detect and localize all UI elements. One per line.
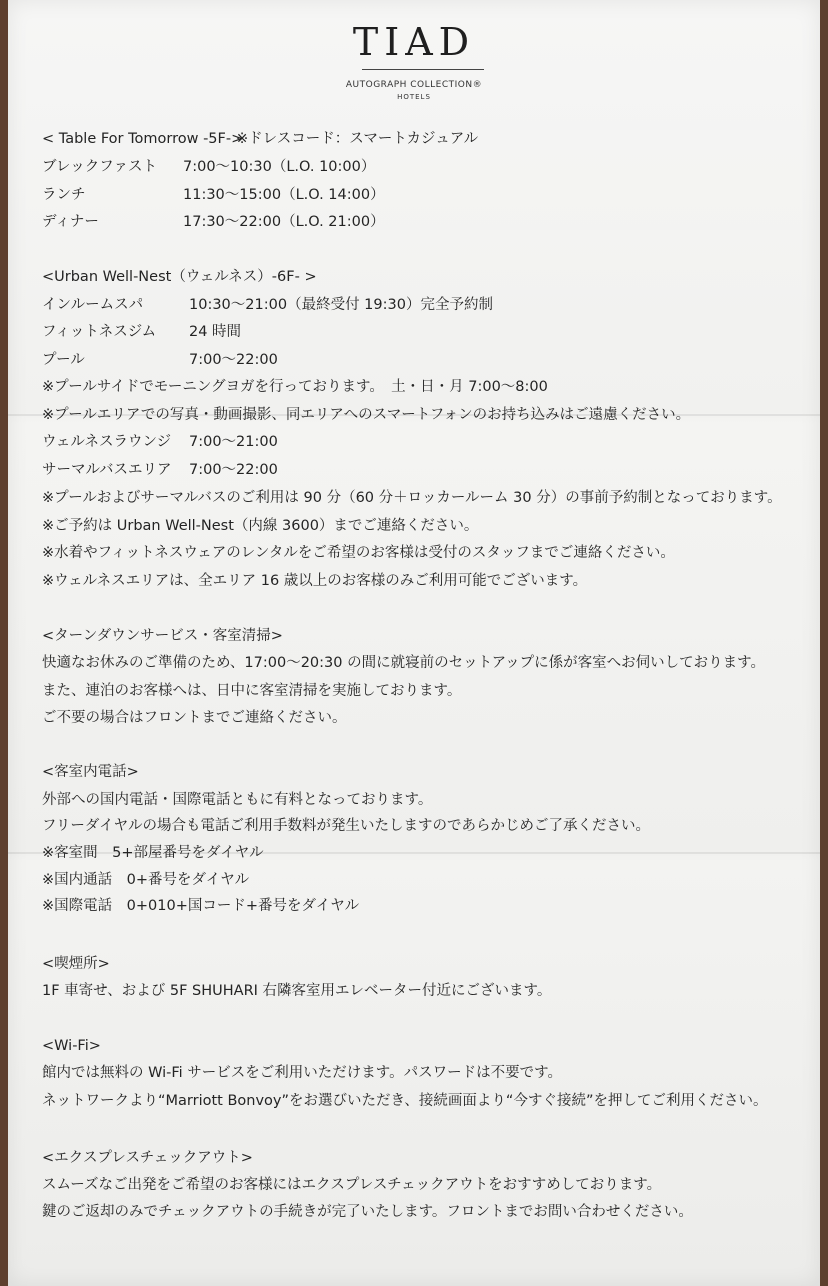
schedule-label: ディナー bbox=[42, 214, 99, 230]
brand-subtitle-hotels: HOTELS bbox=[397, 93, 431, 101]
schedule-time: 17:30～22:00（L.O. 21:00） bbox=[183, 214, 385, 230]
wellness-note: ※水着やフィットネスウェアのレンタルをご希望のお客様は受付のスタッフまでご連絡ください。 bbox=[42, 545, 675, 561]
schedule-label: ブレックファスト bbox=[42, 159, 157, 175]
schedule-time: 7:00～22:00 bbox=[189, 352, 278, 368]
section-heading-urban-well-nest: <Urban Well-Nest（ウェルネス）-6F- > bbox=[42, 269, 317, 285]
schedule-label: ランチ bbox=[42, 187, 86, 203]
phone-text: ※客室間 5+部屋番号をダイヤル bbox=[42, 845, 264, 861]
phone-text: ※国際電話 0+010+国コード+番号をダイヤル bbox=[42, 898, 360, 914]
phone-text: フリーダイヤルの場合も電話ご利用手数料が発生いたしますのであらかじめご了承ください。 bbox=[42, 818, 650, 834]
express-checkout-text: 鍵のご返却のみでチェックアウトの手続きが完了いたします。フロントまでお問い合わせください。 bbox=[42, 1204, 693, 1220]
express-checkout-text: スムーズなご出発をご希望のお客様にはエクスプレスチェックアウトをおすすめしております。 bbox=[42, 1177, 662, 1193]
schedule-time: 24 時間 bbox=[189, 324, 242, 340]
dress-code-note: ※ドレスコード：スマートカジュアル bbox=[236, 131, 479, 147]
wellness-note: ※プールおよびサーマルバスのご利用は 90 分（60 分＋ロッカールーム 30 分）の事前予約制となっております。 bbox=[42, 490, 782, 506]
section-heading-smoking: <喫煙所> bbox=[42, 956, 110, 972]
wellness-note: ※ご予約は Urban Well-Nest（内線 3600）までご連絡ください。 bbox=[42, 518, 479, 534]
brand-subtitle: AUTOGRAPH COLLECTION® bbox=[345, 80, 483, 90]
yoga-note: ※プールサイドでモーニングヨガを行っております。 土・日・月 7:00～8:00 bbox=[42, 379, 548, 395]
wellness-note: ※ウェルネスエリアは、全エリア 16 歳以上のお客様のみご利用可能でございます。 bbox=[42, 573, 588, 589]
schedule-label: フィットネスジム bbox=[42, 324, 157, 340]
schedule-time: 11:30～15:00（L.O. 14:00） bbox=[183, 187, 385, 203]
schedule-time: 7:00～10:30（L.O. 10:00） bbox=[183, 159, 376, 175]
phone-text: ※国内通話 0+番号をダイヤル bbox=[42, 872, 250, 888]
schedule-time: 10:30～21:00（最終受付 19:30）完全予約制 bbox=[189, 297, 493, 313]
schedule-label: インルームスパ bbox=[42, 297, 144, 313]
schedule-time: 7:00～22:00 bbox=[189, 462, 278, 478]
schedule-label: ウェルネスラウンジ bbox=[42, 434, 172, 450]
turndown-text: また、連泊のお客様へは、日中に客室清掃を実施しております。 bbox=[42, 683, 462, 699]
schedule-time: 7:00～21:00 bbox=[189, 434, 278, 450]
turndown-text: 快適なお休みのご準備のため、17:00～20:30 の間に就寝前のセットアップに係が客室へお伺いしております。 bbox=[42, 655, 765, 671]
section-heading-table-for-tomorrow: < Table For Tomorrow -5F-> bbox=[42, 131, 244, 147]
document-paper bbox=[8, 0, 820, 1286]
phone-text: 外部への国内電話・国際電話ともに有料となっております。 bbox=[42, 792, 433, 808]
section-heading-express-checkout: <エクスプレスチェックアウト> bbox=[42, 1150, 253, 1166]
schedule-label: サーマルバスエリア bbox=[42, 462, 172, 478]
section-heading-wifi: <Wi-Fi> bbox=[42, 1038, 101, 1054]
smoking-text: 1F 車寄せ、および 5F SHUHARI 右隣客室用エレベーター付近にございます。 bbox=[42, 983, 552, 999]
schedule-label: プール bbox=[42, 352, 85, 368]
hotel-logo: TIAD bbox=[352, 20, 476, 64]
logo-divider bbox=[362, 69, 484, 70]
photo-note: ※プールエリアでの写真・動画撮影、同エリアへのスマートフォンのお持ち込みはご遠慮ください。 bbox=[42, 407, 691, 423]
wifi-text: 館内では無料の Wi-Fi サービスをご利用いただけます。パスワードは不要です。 bbox=[42, 1065, 562, 1081]
section-heading-phone: <客室内電話> bbox=[42, 764, 139, 780]
section-heading-turndown: <ターンダウンサービス・客室清掃> bbox=[42, 628, 283, 644]
turndown-text: ご不要の場合はフロントまでご連絡ください。 bbox=[42, 710, 347, 726]
wifi-text: ネットワークより“Marriott Bonvoy”をお選びいただき、接続画面より“今すぐ接続”を押してご利用ください。 bbox=[42, 1093, 768, 1109]
